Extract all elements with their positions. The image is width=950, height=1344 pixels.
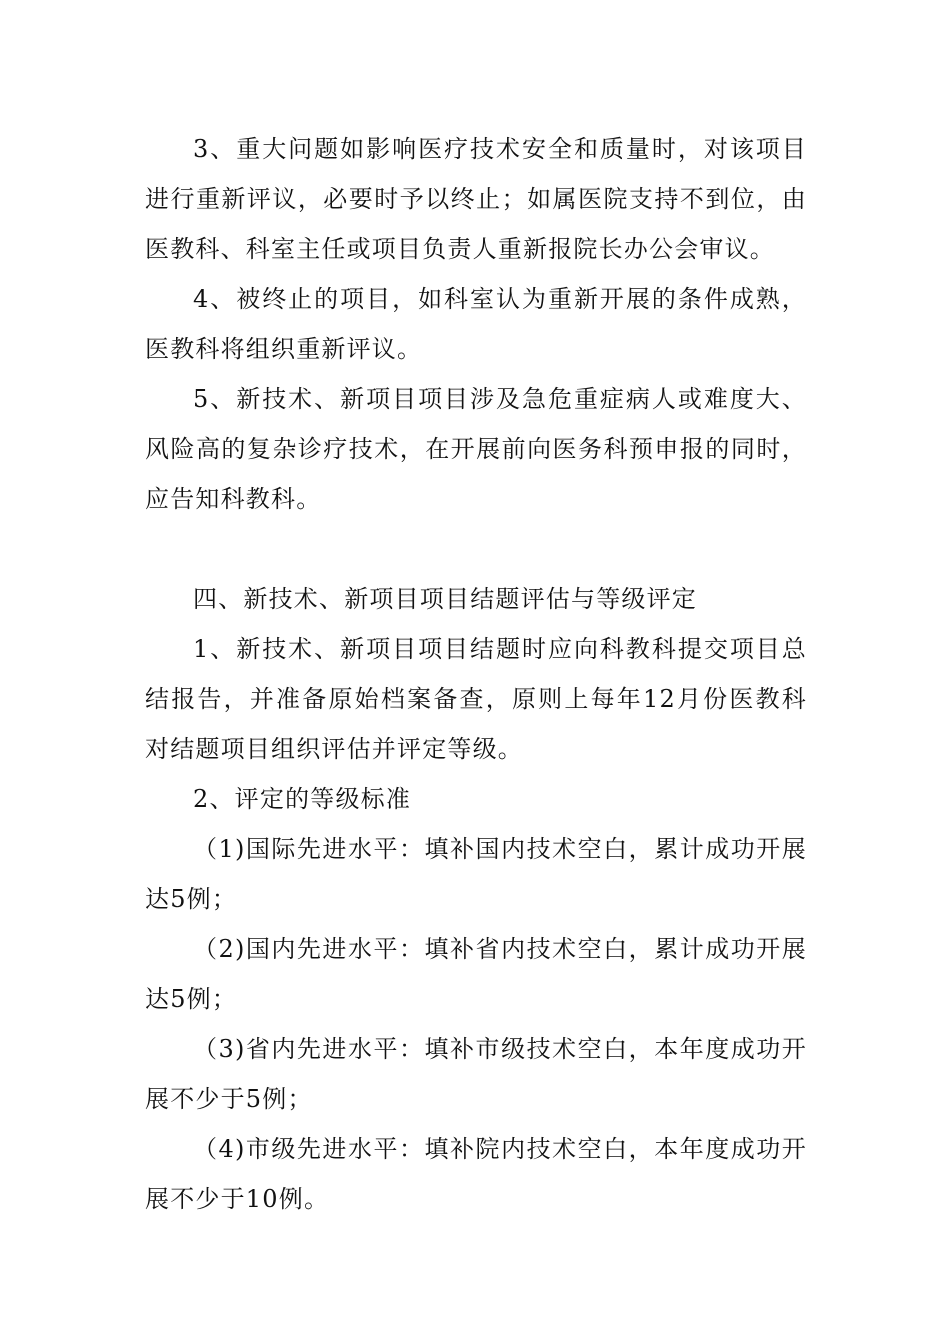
paragraph-item-3: 3、重大问题如影响医疗技术安全和质量时，对该项目进行重新评议，必要时予以终止；如属医院支持不到位，由医教科、科室主任或项目负责人重新报院长办公会审议。 [145, 135, 807, 263]
paragraph-grading-standard: 2、评定的等级标准 [193, 785, 412, 813]
paragraph-item-4: 4、被终止的项目，如科室认为重新开展的条件成熟，医教科将组织重新评议。 [145, 285, 807, 363]
document-page [145, 124, 807, 1224]
grade-international: （1)国际先进水平：填补国内技术空白，累计成功开展达5例； [145, 835, 807, 913]
grade-provincial: （3)省内先进水平：填补市级技术空白，本年度成功开展不少于5例； [145, 1035, 807, 1113]
grade-national: （2)国内先进水平：填补省内技术空白，累计成功开展达5例； [145, 935, 807, 1013]
paragraph-report-submission: 1、新技术、新项目项目结题时应向科教科提交项目总结报告，并准备原始档案备查，原则上每年12月份医教科对结题项目组织评估并评定等级。 [145, 635, 807, 763]
paragraph-item-5: 5、新技术、新项目项目涉及急危重症病人或难度大、风险高的复杂诊疗技术，在开展前向医务科预申报的同时，应告知科教科。 [145, 385, 807, 513]
grade-municipal: （4)市级先进水平：填补院内技术空白，本年度成功开展不少于10例。 [145, 1135, 807, 1213]
section-heading: 四、新技术、新项目项目结题评估与等级评定 [193, 585, 697, 613]
section-spacer [145, 524, 807, 574]
